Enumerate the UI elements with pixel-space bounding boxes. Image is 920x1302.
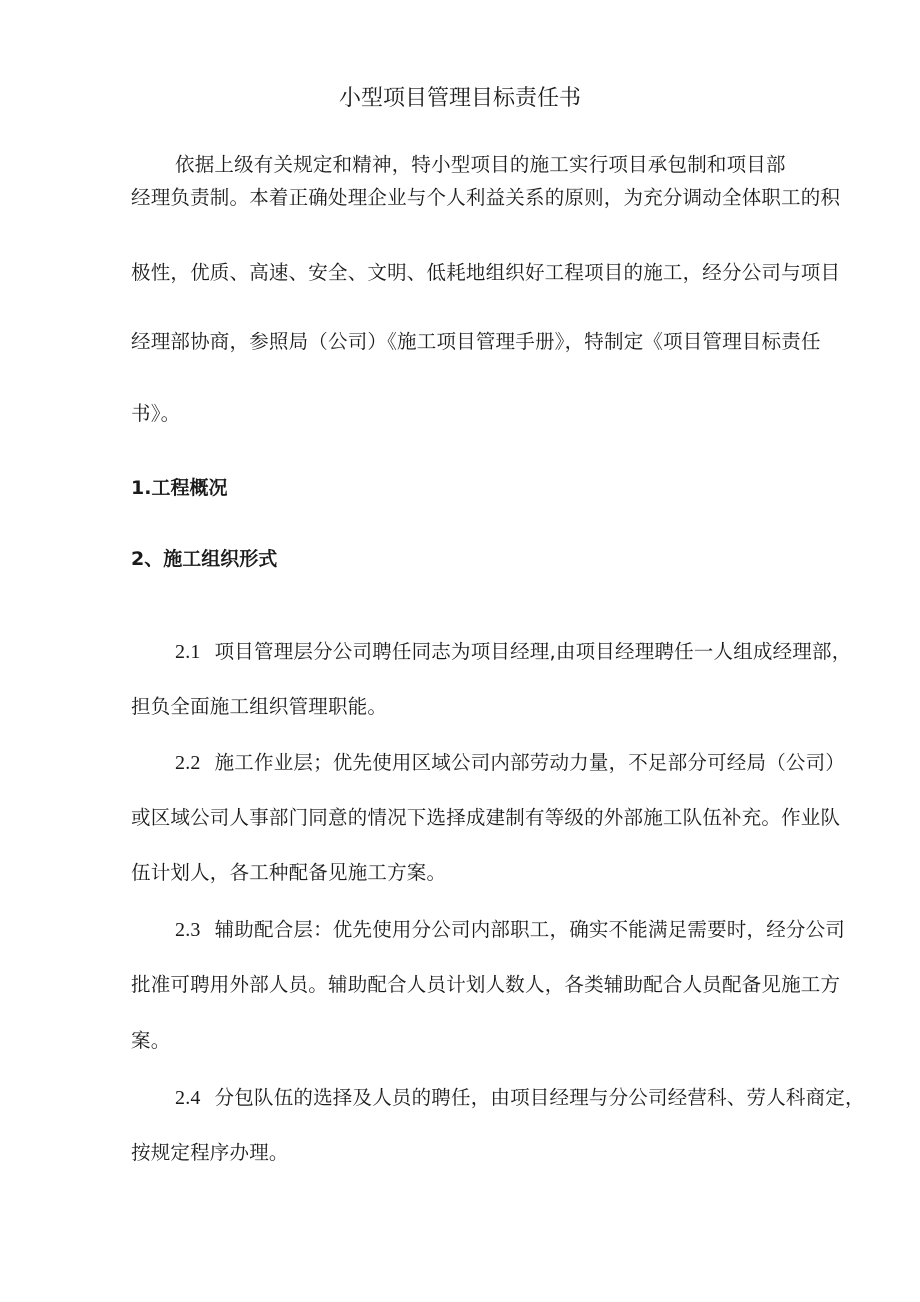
intro-line-3: 极性，优质、高速、安全、文明、低耗地组织好工程项目的施工，经分公司与项目 (131, 261, 841, 284)
item-2-1-line-2: 担负全面施工组织管理职能。 (131, 695, 388, 718)
item-number: 2.3 (175, 919, 201, 941)
intro-line-1: 依据上级有关规定和精神，特小型项目的施工实行项目承包制和项目部 (175, 153, 786, 176)
item-2-4-line-2: 按规定程序办理。 (131, 1141, 289, 1164)
item-2-2-line-1 (175, 753, 845, 773)
intro-line-2: 经理负责制。本着正确处理企业与个人利益关系的原则，为充分调动全体职工的积 (131, 186, 841, 209)
item-text: 辅助配合层：优先使用分公司内部职工，确实不能满足需要时，经分公司 (214, 918, 846, 941)
item-2-2-line-3: 伍计划人，各工种配备见施工方案。 (131, 861, 447, 884)
item-2-1-line-1 (175, 642, 851, 662)
item-text: 项目管理层分公司聘任同志为项目经理,由项目经理聘任一人组成经理部， (214, 640, 852, 663)
document-title: 小型项目管理目标责任书 (338, 86, 581, 111)
section-2-heading: 2、施工组织形式 (131, 548, 278, 570)
item-number: 2.4 (175, 1087, 201, 1109)
section-1-heading: 1.工程概况 (131, 477, 228, 499)
item-2-3-line-3: 案。 (131, 1029, 171, 1052)
item-number: 2.1 (175, 641, 201, 663)
intro-line-4: 经理部协商，参照局（公司）《施工项目管理手册》，特制定《项目管理目标责任 (131, 330, 821, 353)
item-text: 分包队伍的选择及人员的聘任，由项目经理与分公司经营科、劳人科商定， (214, 1086, 865, 1109)
intro-line-5: 书》。 (131, 402, 181, 425)
item-text: 施工作业层；优先使用区域公司内部劳动力量，不足部分可经局（公司） (214, 751, 846, 774)
item-2-2-line-2: 或区域公司人事部门同意的情况下选择成建制有等级的外部施工队伍补充。作业队 (131, 806, 841, 829)
item-2-3-line-1 (175, 920, 845, 940)
item-2-3-line-2: 批准可聘用外部人员。辅助配合人员计划人数人，各类辅助配合人员配备见施工方 (131, 973, 841, 996)
item-number: 2.2 (175, 752, 201, 774)
item-2-4-line-1 (175, 1088, 865, 1108)
